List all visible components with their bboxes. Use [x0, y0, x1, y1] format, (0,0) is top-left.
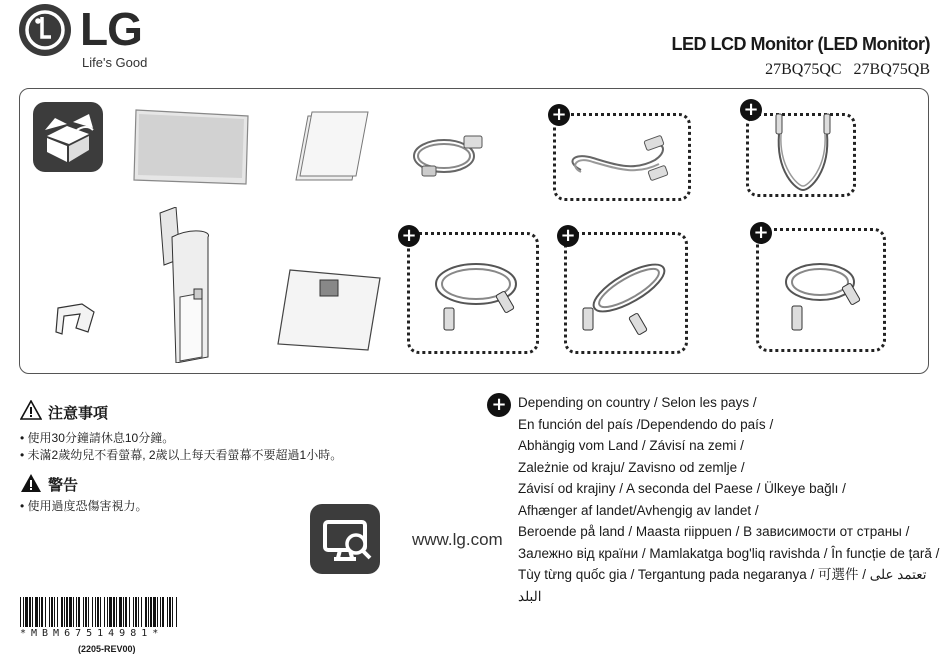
barcode-bar	[172, 597, 173, 627]
barcode-bar	[107, 597, 108, 627]
brand-slogan: Life's Good	[82, 55, 148, 70]
country-note-line: Afhænger af landet/Avhengig av landet /	[518, 502, 759, 518]
online-manual-icon	[310, 504, 380, 574]
stand-base-illustration	[276, 268, 382, 352]
barcode-bar	[25, 597, 28, 627]
barcode-bar	[141, 597, 142, 627]
model-numbers: 27BQ75QC 27BQ75QB	[765, 61, 930, 78]
barcode-bar	[119, 597, 122, 627]
warning-triangle-icon	[20, 473, 42, 493]
optional-plus-icon: +	[548, 104, 570, 126]
barcode-bar	[88, 597, 89, 627]
barcode-bar	[167, 597, 168, 627]
barcode-bar	[39, 597, 40, 627]
barcode-number: *MBM67514981*	[20, 628, 164, 639]
barcode-bar	[32, 597, 33, 627]
caution-line-2: • 未滿2歲幼兒不看螢幕, 2歲以上每天看螢幕不要超過1小時。	[20, 448, 343, 462]
barcode-bar	[157, 597, 158, 627]
barcode-bar	[153, 597, 156, 627]
barcode-bar	[57, 597, 58, 627]
revision-code: (2205-REV00)	[78, 644, 136, 654]
barcode-bar	[95, 597, 96, 627]
barcode-bar	[85, 597, 87, 627]
country-note-line: Zależnie od kraju/ Zavisno od zemlje /	[518, 459, 745, 475]
monitor-panel-illustration	[130, 108, 252, 188]
barcode-bar	[45, 597, 46, 627]
hdmi-cable-illustration	[563, 132, 683, 188]
caution-line-1: • 使用30分鐘請休息10分鐘。	[20, 431, 175, 445]
barcode-bar	[150, 597, 152, 627]
barcode-bar	[76, 597, 77, 627]
barcode-bar	[162, 597, 164, 627]
barcode-bar	[113, 597, 115, 627]
caution-title: 注意事項	[48, 405, 109, 422]
country-note-line: Abhängig vom Land / Závisí na zemi /	[518, 438, 744, 453]
usb-c-cable-illustration	[772, 112, 834, 194]
barcode-bar	[49, 597, 50, 627]
cable-holder-illustration	[52, 302, 98, 336]
barcode-bar	[104, 597, 105, 627]
optional-plus-icon: +	[398, 225, 420, 247]
barcode-bar	[51, 597, 53, 627]
barcode-bar	[35, 597, 38, 627]
barcode-bar	[138, 597, 139, 627]
barcode-bar	[123, 597, 124, 627]
barcode-bar	[97, 597, 99, 627]
barcode-bar	[73, 597, 74, 627]
barcode-bar	[92, 597, 93, 627]
usb-a-cable-illustration	[780, 254, 872, 340]
barcode-bar	[78, 597, 80, 627]
barcode-bar	[116, 597, 117, 627]
caution-triangle-icon	[20, 400, 42, 420]
lg-logo-icon	[18, 3, 72, 57]
barcode-graphic	[20, 597, 180, 627]
barcode-bar	[64, 597, 65, 627]
barcode-bar	[23, 597, 24, 627]
barcode-bar	[69, 597, 72, 627]
country-availability-note	[518, 392, 950, 607]
barcode-bar	[148, 597, 149, 627]
website-url[interactable]: www.lg.com	[412, 530, 503, 549]
country-note-line: Depending on country / Selon les pays /	[518, 395, 757, 410]
country-note-line: Залежно від країни / Mamlakatga bog'liq ravishda / În funcție de țară /	[518, 545, 940, 561]
optional-plus-icon: +	[740, 99, 762, 121]
barcode-bar	[133, 597, 134, 627]
barcode-bar	[176, 597, 177, 627]
barcode-bar	[61, 597, 63, 627]
country-note-line: Beroende på land / Maasta riippuen / В зависимости от страны /	[518, 524, 910, 539]
warning-line-1: • 使用過度恐傷害視力。	[20, 499, 148, 513]
barcode-bar	[109, 597, 112, 627]
brand-wordmark: LG	[80, 3, 142, 55]
barcode-bar	[66, 597, 68, 627]
optional-plus-icon: +	[487, 393, 511, 417]
package-box-icon	[33, 102, 103, 172]
barcode-bar	[169, 597, 171, 627]
barcode-bar	[135, 597, 137, 627]
usb-cable-illustration	[577, 258, 679, 344]
country-note-line: Závisí od krajiny / A seconda del Paese / Ülkeye bağlı /	[518, 481, 846, 496]
barcode-bar	[129, 597, 130, 627]
barcode-bar	[54, 597, 55, 627]
barcode-bar	[20, 597, 21, 627]
barcode-bar	[41, 597, 43, 627]
barcode-bar	[145, 597, 147, 627]
displayport-cable-illustration	[430, 254, 522, 340]
optional-plus-icon: +	[750, 222, 772, 244]
warning-title: 警告	[48, 477, 79, 494]
barcode-bar	[100, 597, 101, 627]
document-title: LED LCD Monitor (LED Monitor)	[671, 34, 930, 54]
barcode-bar	[160, 597, 161, 627]
country-note-line: En función del país /Dependendo do país /	[518, 416, 774, 432]
barcode-bar	[29, 597, 31, 627]
country-note-line: Tùy từng quốc gia / Tergantung pada negaranya / 可選件 / تعتمد على البلد	[518, 567, 927, 604]
optional-plus-icon: +	[557, 225, 579, 247]
barcode-bar	[83, 597, 84, 627]
power-cord-illustration	[408, 128, 494, 184]
barcode-bar	[125, 597, 127, 627]
stand-body-illustration	[152, 207, 222, 363]
manual-documents-illustration	[292, 110, 370, 186]
